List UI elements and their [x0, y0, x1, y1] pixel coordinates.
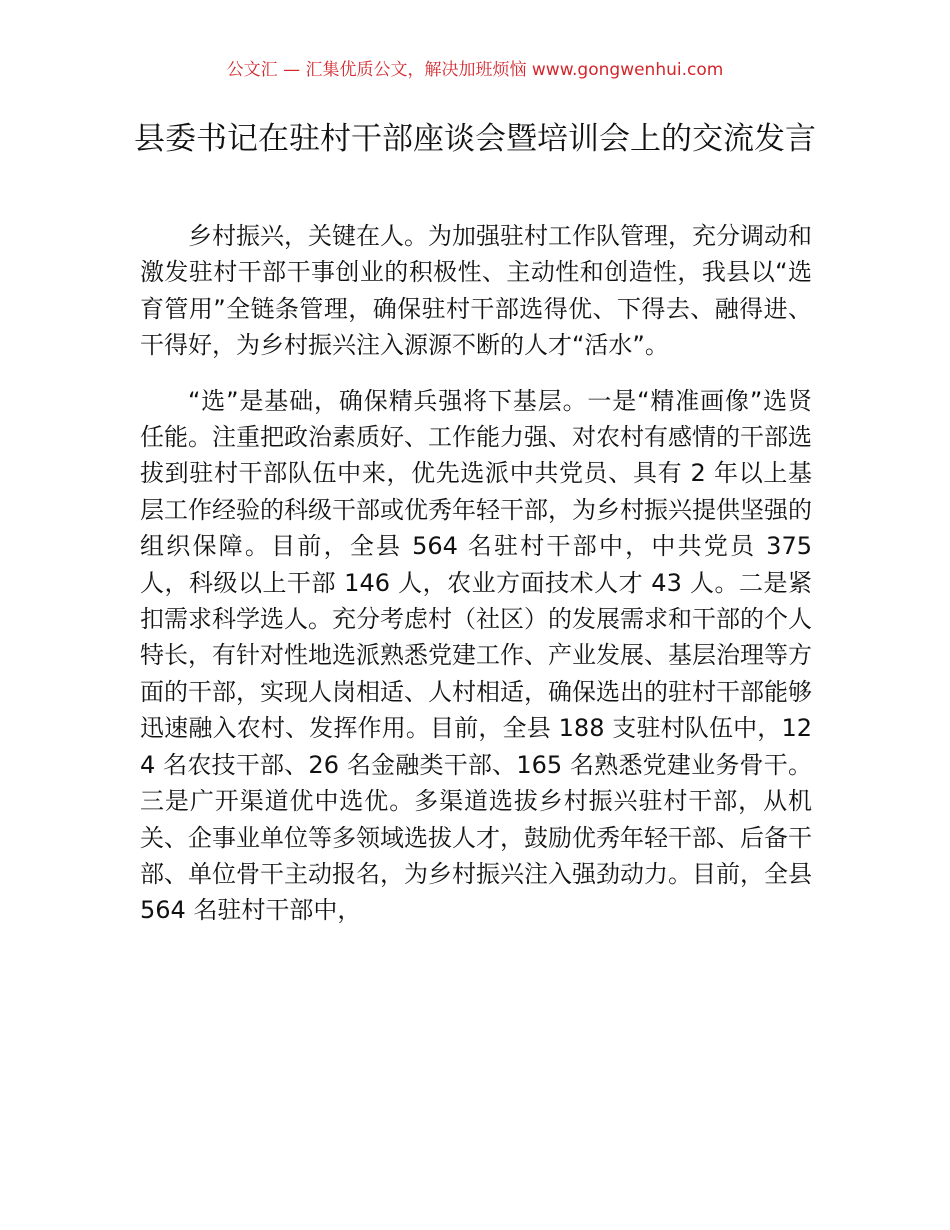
document-title: 县委书记在驻村干部座谈会暨培训会上的交流发言 [134, 121, 816, 157]
document-body [140, 218, 812, 929]
paragraph-selection: “选”是基础，确保精兵强将下基层。一是“精准画像”选贤任能。注重把政治素质好、工作能力强、对农村有感情的干部选拔到驻村干部队伍中来，优先选派中共党员、具有 2 年以上基层工作经验的科级干部或优秀年轻干部，为乡村振兴提供坚强的组织保障。目前，全县 564 名驻村干部中，中共党员 375 人，科级以上干部 146 人，农业方面技术人才 43 人。二是紧扣需求科学选人。充分考虑村（社区）的发展需求和干部的个人特长，有针对性地选派熟悉党建工作、产业发展、基层治理等方面的干部，实现人岗相适、人村相适，确保选出的驻村干部能够迅速融入农村、发挥作用。目前，全县 188 支驻村队伍中，124 名农技干部、26 名金融类干部、165 名熟悉党建业务骨干。三是广开渠道优中选优。多渠道选拔乡村振兴驻村干部，从机关、企事业单位等多领域选拔人才，鼓励优秀年轻干部、后备干部、单位骨干主动报名，为乡村振兴注入强劲动力。目前，全县 564 名驻村干部中， [140, 386, 812, 925]
site-banner: 公文汇 — 汇集优质公文，解决加班烦恼 www.gongwenhui.com [226, 60, 724, 80]
paragraph-intro: 乡村振兴，关键在人。为加强驻村工作队管理，充分调动和激发驻村干部干事创业的积极性、主动性和创造性，我县以“选育管用”全链条管理，确保驻村干部选得优、下得去、融得进、干得好，为乡村振兴注入源源不断的人才“活水”。 [140, 222, 812, 360]
